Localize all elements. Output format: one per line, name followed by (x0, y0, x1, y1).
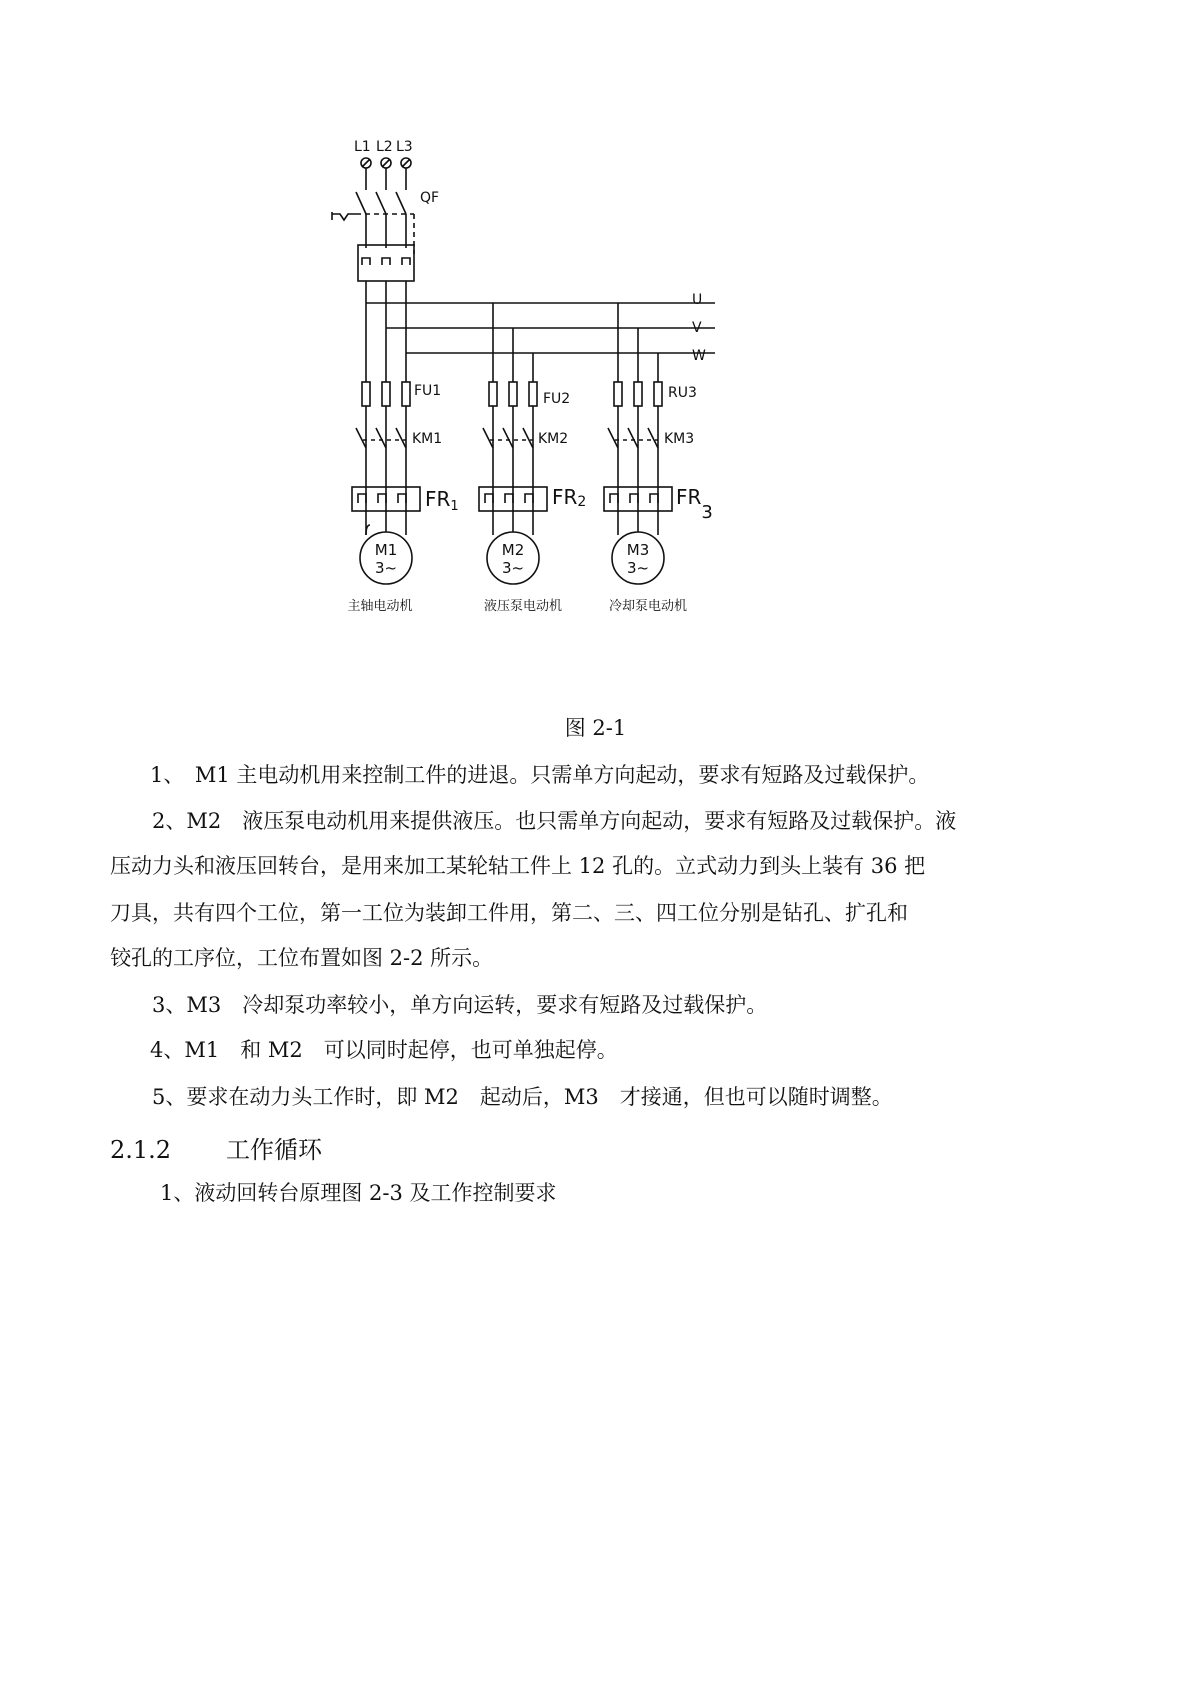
fuse-label-3: RU3 (668, 385, 697, 401)
motor-name-3: M3 (626, 541, 650, 559)
fuse-label-1: FU1 (414, 383, 442, 399)
breaker-label: QF (420, 190, 440, 206)
section-title: 工作循环 (226, 1136, 322, 1164)
figure-caption: 图 2-1 (564, 716, 627, 740)
paragraph-5: 5、要求在动力头工作时，即 M2 起动后，M3 才接通，但也可以随时调整。 (152, 1085, 893, 1109)
phase-label-l1: L1 (354, 139, 371, 155)
paragraph-3: 3、M3 冷却泵功率较小，单方向运转，要求有短路及过载保护。 (152, 993, 768, 1017)
phase-label-l2: L2 (376, 139, 393, 155)
paragraph-2-line-2: 压动力头和液压回转台，是用来加工某轮轱工件上 12 孔的。立式动力到头上装有 36 把 (110, 854, 926, 878)
subsection-text: 1、液动回转台原理图 2-3 及工作控制要求 (160, 1181, 557, 1205)
motor-phase-1: 3~ (374, 559, 398, 577)
bus-label-v: V (692, 320, 702, 336)
paragraph-2: 2、M2 液压泵电动机用来提供液压。也只需单方向起动，要求有短路及过载保护。液 (152, 809, 957, 833)
motor-phase-2: 3~ (501, 559, 525, 577)
section-heading (110, 1130, 322, 1165)
phase-label-l3: L3 (396, 139, 413, 155)
paragraph-1: 1、 M1 主电动机用来控制工件的进退。只需单方向起动，要求有短路及过载保护。 (150, 763, 930, 787)
motor-name-2: M2 (501, 541, 525, 559)
motor-caption-3: 冷却泵电动机 (608, 599, 688, 614)
paragraph-2-line-3: 刀具，共有四个工位，第一工位为装卸工件用，第二、三、四工位分别是钻孔、扩孔和 (110, 901, 908, 925)
contactor-label-2: KM2 (538, 431, 569, 447)
motor-name-1: M1 (374, 541, 398, 559)
motor-circuit-diagram (330, 130, 760, 670)
relay-label-2: FR2 (552, 485, 587, 510)
section-number: 2.1.2 (110, 1136, 172, 1164)
bus-label-w: W (692, 348, 706, 364)
motor-phase-3: 3~ (626, 559, 650, 577)
paragraph-4: 4、M1 和 M2 可以同时起停，也可单独起停。 (150, 1038, 618, 1062)
relay-label-1: $FR_1$ (425, 487, 459, 514)
contactor-label-3: KM3 (664, 431, 695, 447)
bus-label-u: U (692, 292, 703, 308)
fuse-label-2: FU2 (543, 391, 571, 407)
motor-caption-1: 主轴电动机 (347, 599, 413, 614)
contactor-label-1: KM1 (412, 431, 443, 447)
paragraph-2-line-4: 铰孔的工序位，工位布置如图 2-2 所示。 (110, 946, 494, 970)
motor-caption-2: 液压泵电动机 (483, 599, 563, 614)
relay-label-3: FR3 (676, 485, 713, 523)
